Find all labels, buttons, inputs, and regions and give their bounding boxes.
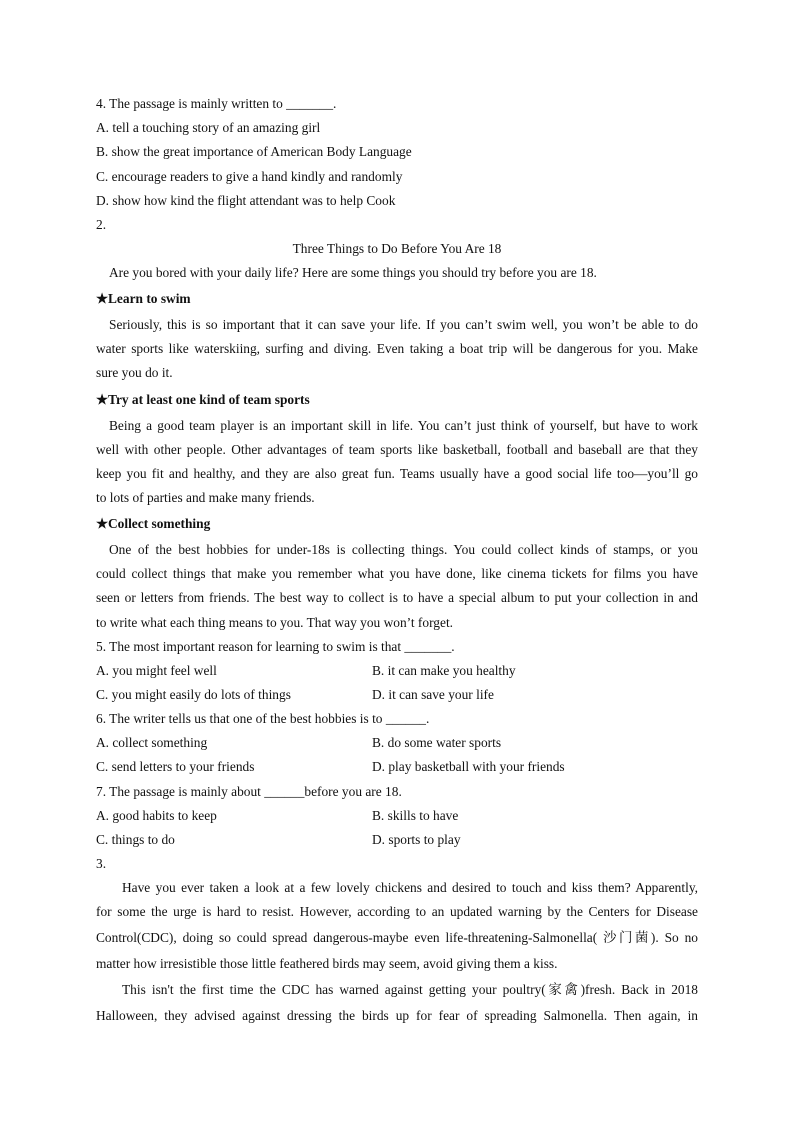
paragraph-line: could collect things that make you remember what you have done, like cinema tickets for films you have [96, 566, 698, 581]
passage-2-number: 2. [96, 217, 107, 232]
paragraph-line: seen or letters from friends. The best way to collect is to have a special album to put your collection in and [96, 590, 698, 605]
paragraph-line: Have you ever taken a look at a few lovely chickens and desired to touch and kiss them? Apparently, [122, 880, 698, 895]
section-heading-team-sports: ★Try at least one kind of team sports [96, 392, 310, 407]
paragraph-line: to write what each thing means to you. That way you won’t forget. [96, 615, 454, 630]
paragraph-line: sure you do it. [96, 365, 173, 380]
question-5-option-b: B. it can make you healthy [372, 663, 516, 678]
section-heading-collect: ★Collect something [96, 516, 211, 531]
question-6-option-d: D. play basketball with your friends [372, 759, 565, 774]
question-6-stem: 6. The writer tells us that one of the best hobbies is to ______. [96, 711, 430, 726]
paragraph-line: well with other people. Other advantages of team sports like basketball, football and baseball are that they [96, 442, 698, 457]
question-5-option-a: A. you might feel well [96, 663, 217, 678]
paragraph-line: Control(CDC), doing so could spread dangerous-maybe even life-threatening-Salmonella( 沙门菌). So no [96, 930, 698, 945]
paragraph-line: One of the best hobbies for under-18s is collecting things. You could collect kinds of stamps, or you [109, 542, 698, 557]
question-6-option-a: A. collect something [96, 735, 208, 750]
paragraph-line: to lots of parties and make many friends. [96, 490, 315, 505]
question-5-option-d: D. it can save your life [372, 687, 494, 702]
paragraph-line: matter how irresistible those little feathered birds may seem, avoid giving them a kiss. [96, 956, 558, 971]
question-4-option-d: D. show how kind the flight attendant was to help Cook [96, 193, 396, 208]
question-5-option-c: C. you might easily do lots of things [96, 687, 291, 702]
paragraph-line: Being a good team player is an important skill in life. You can’t just think of yourself, but have to work [109, 418, 698, 433]
question-5-stem: 5. The most important reason for learning to swim is that _______. [96, 639, 455, 654]
question-4-stem: 4. The passage is mainly written to _______. [96, 96, 337, 111]
question-7-option-a: A. good habits to keep [96, 808, 217, 823]
paragraph-line: Seriously, this is so important that it can save your life. If you can’t swim well, you won’t be able to do [109, 317, 698, 332]
paragraph-line: This isn't the first time the CDC has warned against getting your poultry(家禽)fresh. Back in 2018 [122, 982, 698, 997]
question-6-option-c: C. send letters to your friends [96, 759, 255, 774]
section-heading-swim: ★Learn to swim [96, 291, 191, 306]
question-7-option-d: D. sports to play [372, 832, 461, 847]
passage-2-title: Three Things to Do Before You Are 18 [292, 241, 502, 256]
question-4-option-b: B. show the great importance of American Body Language [96, 144, 412, 159]
question-7-stem: 7. The passage is mainly about ______before you are 18. [96, 784, 402, 799]
paragraph-line: water sports like waterskiing, surfing and diving. Even taking a boat trip will be dangerous for you. Make [96, 341, 698, 356]
passage-3-number: 3. [96, 856, 107, 871]
paragraph-line: keep you fit and healthy, and they are also great fun. Teams usually have a good social life too—you’ll go [96, 466, 698, 481]
paragraph-line: Halloween, they advised against dressing the birds up for fear of spreading Salmonella. Then again, in [96, 1008, 698, 1023]
question-4-option-a: A. tell a touching story of an amazing girl [96, 120, 321, 135]
question-7-option-b: B. skills to have [372, 808, 459, 823]
question-4-option-c: C. encourage readers to give a hand kindly and randomly [96, 169, 403, 184]
question-6-option-b: B. do some water sports [372, 735, 502, 750]
question-7-option-c: C. things to do [96, 832, 175, 847]
paragraph-line: for some the urge is hard to resist. However, according to an updated warning by the Centers for Disease [96, 904, 698, 919]
passage-2-intro: Are you bored with your daily life? Here are some things you should try before you are 18. [109, 265, 597, 280]
